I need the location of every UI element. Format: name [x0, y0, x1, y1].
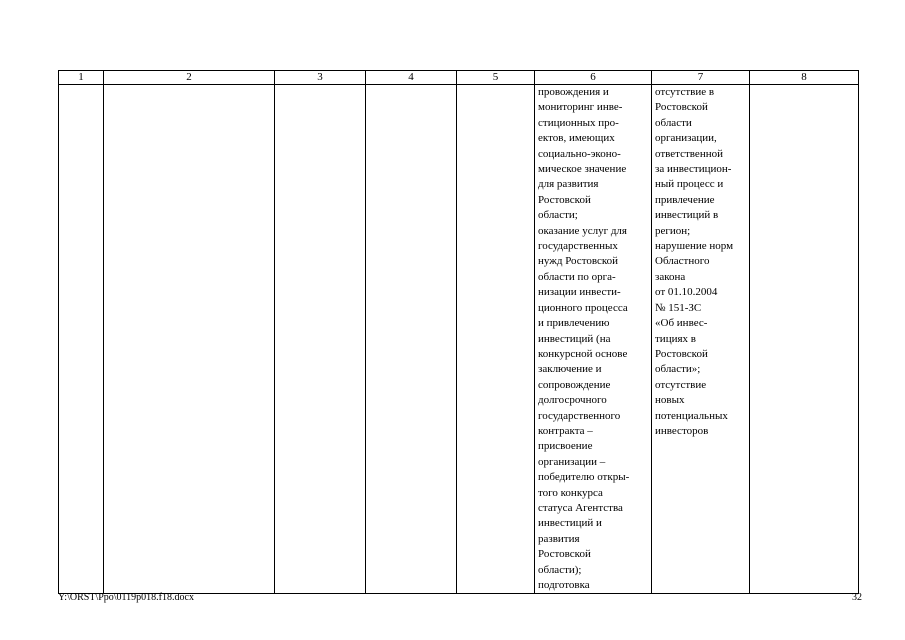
- body-cell-5: [457, 85, 535, 594]
- document-table: [58, 70, 859, 594]
- body-cell-8: [750, 85, 859, 594]
- header-cell-7: 7: [652, 71, 750, 85]
- body-cell-2: [104, 85, 275, 594]
- footer-page-number: 32: [852, 592, 862, 603]
- header-cell-1: 1: [59, 71, 104, 85]
- column-7-text: отсутствие в Ростовской области организации, ответственной за инвестицион- ный процесс и привлечение инвестиций в регион; нарушение норм Областного закона от 01.10.2004 № 151-ЗС «Об инвес- тициях в Ростовской области»; отсутствие новых потенциальных инвесторов: [655, 86, 734, 437]
- header-cell-2: 2: [104, 71, 275, 85]
- header-cell-8: 8: [750, 71, 859, 85]
- body-cell-7: [652, 85, 750, 594]
- footer-file-path: Y:\ORST\Ppo\0119p018.f18.docx: [58, 592, 194, 603]
- body-cell-1: [59, 85, 104, 594]
- header-cell-6: 6: [535, 71, 652, 85]
- header-cell-5: 5: [457, 71, 535, 85]
- header-cell-4: 4: [366, 71, 457, 85]
- body-cell-3: [275, 85, 366, 594]
- column-6-text: провождения и мониторинг инве- стиционных про- ектов, имеющих социально-эконо- мическое значение для развития Ростовской области; оказание услуг для государственных нужд Ростовской области по орга- низации инвести- ционного процесса и привлечению инвестиций (на конкурсной основе заключение и сопровождение долгосрочного государственного контракта – присвоение организации – победителю откры- того конкурса статуса Агентства инвестиций и развития Ростовской области); подготовка: [538, 86, 630, 591]
- table-row: [59, 85, 859, 594]
- header-row: [59, 71, 859, 85]
- body-cell-4: [366, 85, 457, 594]
- header-cell-3: 3: [275, 71, 366, 85]
- body-cell-6: [535, 85, 652, 594]
